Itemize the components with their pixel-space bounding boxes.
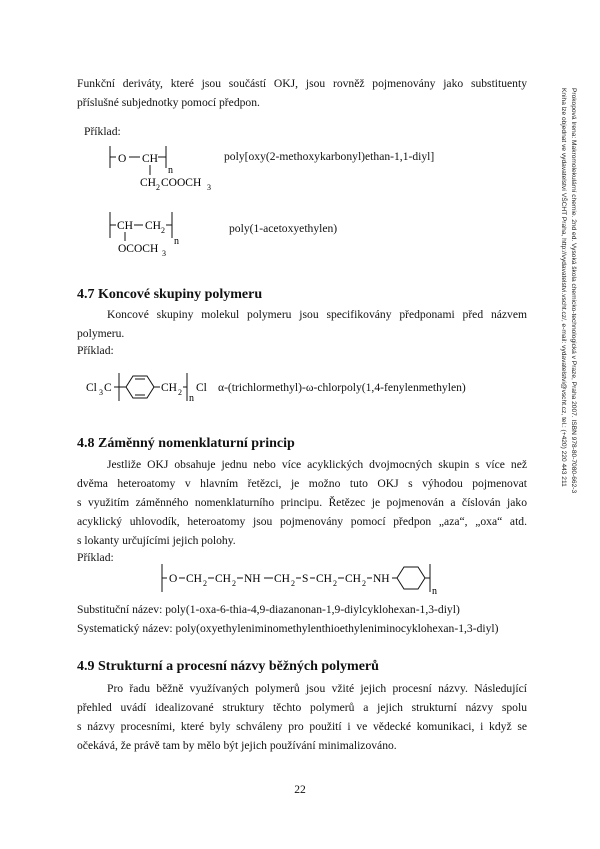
section-heading-4-9: 4.9 Strukturní a procesní názvy běžných polymerů — [77, 659, 379, 674]
formula-c-cl-end: Cl — [196, 382, 207, 394]
sidebar-citation — [559, 88, 578, 493]
formula-d-s: S — [302, 573, 309, 585]
intro-line-2: příslušné subjednotky pomocí předpon. — [77, 96, 260, 109]
formula-d-sub-3: 2 — [291, 579, 295, 588]
formula-c-sub-2: 2 — [178, 388, 182, 397]
section-4-8-line-2: dvěma heteroatomy v hlavním řetězci, je možno tuto OKJ s výhodou pojmenovat — [77, 477, 527, 490]
sidebar-line-1: Prokopová Irena: Makromolekulární chemie. 2nd ed. Vysoká škola chemicko-technologická v Praze, Praha 2007. ISBN 978-80-7080-662-3 — [570, 88, 577, 494]
formula-acetoxyethylen — [104, 208, 194, 260]
sidebar-line-2: Kniha lze objednat ve vydavatelství VŠCHT Praha, http://vydavatelstvi.vscht.cz/, e-mail: vydavatelstvi@vscht.cz, tel.: (+420) 220 443 211 — [560, 88, 568, 487]
example-label-1: Příklad: — [84, 125, 121, 138]
formula-b-atom-ch2: CH — [145, 220, 161, 232]
formula-a-side-cooch: COOCH — [161, 177, 202, 189]
formula-d-ch-1: CH — [186, 573, 202, 585]
formula-b-name: poly(1-acetoxyethylen) — [229, 222, 338, 235]
formula-d-ch-3: CH — [274, 573, 290, 585]
formula-a-subscript-n: n — [168, 165, 173, 176]
formula-d-nh-1: NH — [244, 573, 261, 585]
section-4-9-line-1: Pro řadu běžně využívaných polymerů jsou vžité jejich procesní názvy. Následující — [107, 682, 527, 695]
formula-a-side-ch: CH — [140, 177, 156, 189]
formula-d-sub-4: 2 — [333, 579, 337, 588]
section-4-9-line-3: s názvy procesními, které byly schváleny pro použití i ve vědecké komunikaci, i když se — [77, 720, 527, 733]
page-number: 22 — [294, 783, 306, 796]
formula-diazanonan — [160, 558, 450, 600]
formula-a-side-sub-3: 3 — [207, 183, 211, 192]
section-4-7-line-1: Koncové skupiny molekul polymeru jsou specifikovány předponami před názvem — [107, 308, 527, 321]
formula-c-subscript-n: n — [189, 393, 194, 404]
section-4-9-line-2: přehled uvádí idealizované struktury těchto polymerů a jejich strukturní názvy spolu — [77, 701, 527, 714]
section-heading-4-8: 4.8 Záměnný nomenklaturní princip — [77, 436, 295, 451]
section-heading-4-7: 4.7 Koncové skupiny polymeru — [77, 287, 263, 302]
intro-line-1: Funkční deriváty, které jsou součástí OKJ, jsou rovněž pojmenovány jako substituenty — [77, 77, 527, 90]
formula-b-atom-ch: CH — [117, 220, 133, 232]
systematic-name: Systematický název: poly(oxyethyleniminomethylenthioethyleniminocyklohexan-1,3-diyl) — [77, 622, 499, 635]
section-4-9-line-4: očekává, že právě tam by mělo být jejich používání minimalizováno. — [77, 739, 397, 752]
formula-trichlormethyl — [86, 370, 216, 410]
formula-c-ch: CH — [161, 382, 177, 394]
section-4-8-line-1: Jestliže OKJ obsahuje jednu nebo více acyklických dvojmocných skupin s více než — [107, 458, 527, 471]
formula-d-ch-4: CH — [316, 573, 332, 585]
section-4-8-line-3: s využitím záměnného nomenklaturního principu. Řetězec je pojmenován a číslován jako — [77, 496, 527, 509]
formula-a-atom-o: O — [118, 153, 127, 165]
formula-methoxykarbonyl — [104, 142, 214, 194]
formula-b-subscript-n: n — [174, 236, 179, 247]
formula-d-ch-5: CH — [345, 573, 361, 585]
formula-d-o: O — [169, 573, 178, 585]
substitution-name: Substituční název: poly(1-oxa-6-thia-4,9-diazanonan-1,9-diylcyklohexan-1,3-diyl) — [77, 603, 460, 616]
formula-d-sub-2: 2 — [232, 579, 236, 588]
formula-a-atom-ch: CH — [142, 153, 158, 165]
formula-c-sub-3: 3 — [99, 388, 103, 397]
formula-c-c: C — [104, 382, 112, 394]
formula-c-cl: Cl — [86, 382, 97, 394]
section-4-7-line-2: polymeru. — [77, 327, 125, 340]
formula-d-sub-5: 2 — [362, 579, 366, 588]
formula-d-nh-2: NH — [373, 573, 390, 585]
formula-d-subscript-n: n — [432, 586, 437, 597]
formula-d-ch-2: CH — [215, 573, 231, 585]
formula-b-sub-2: 2 — [161, 226, 165, 235]
section-4-8-line-5: s lokanty určujícími jejich polohy. — [77, 534, 236, 547]
section-4-7-example-label: Příklad: — [77, 344, 114, 357]
formula-c-name: α-(trichlormethyl)-ω-chlorpoly(1,4-fenylenmethylen) — [218, 381, 466, 394]
formula-a-side-sub-2: 2 — [156, 183, 160, 192]
formula-d-sub-1: 2 — [203, 579, 207, 588]
formula-b-side-ococh: OCOCH — [118, 243, 159, 255]
section-4-8-example-label: Příklad: — [77, 551, 114, 564]
formula-a-name: poly[oxy(2-methoxykarbonyl)ethan-1,1-diyl] — [224, 150, 435, 163]
formula-b-side-sub-3: 3 — [162, 249, 166, 258]
section-4-8-line-4: acyklický uhlovodík, heteroatomy jsou pojmenovány pomocí předpon „aza“, „oxa“ atd. — [77, 515, 527, 528]
